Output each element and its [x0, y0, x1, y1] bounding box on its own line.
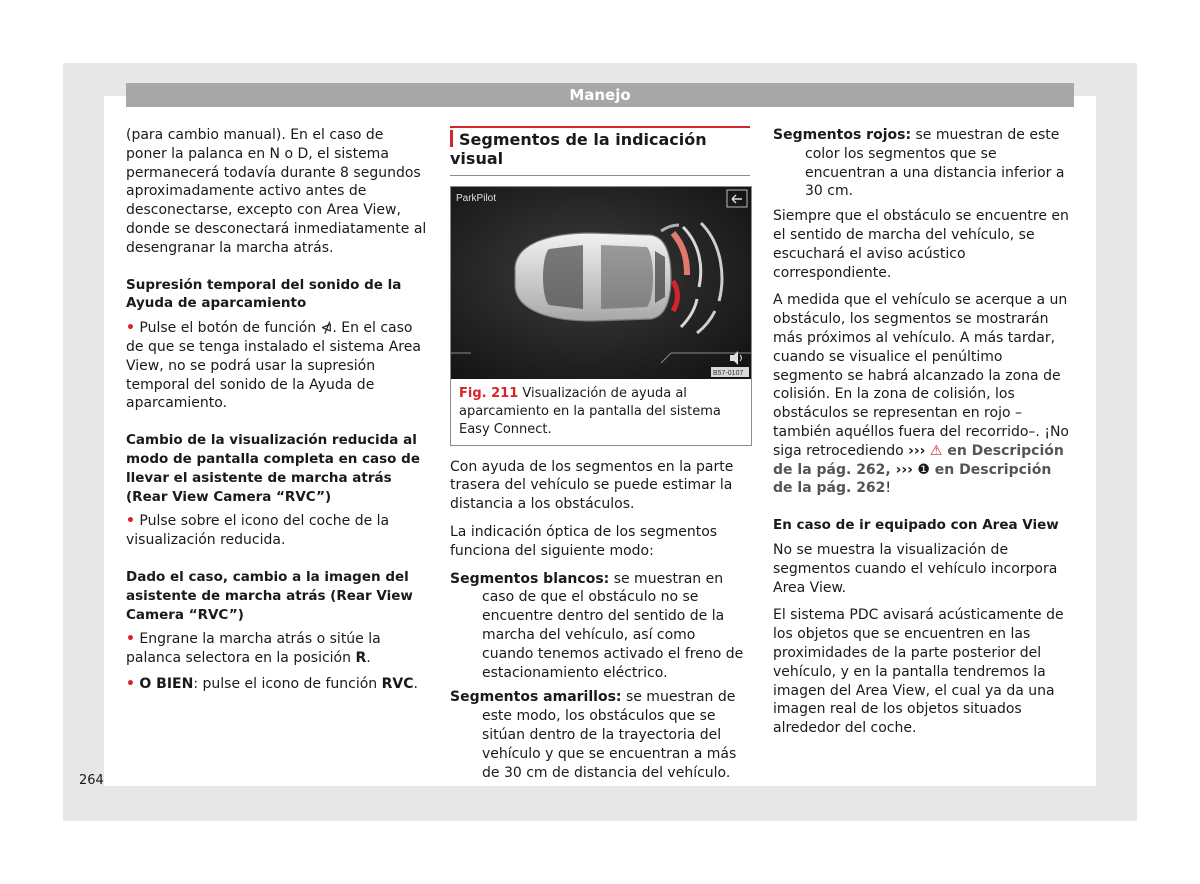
bullet-text-end: .: [366, 650, 371, 667]
parkpilot-screen-image: [451, 187, 751, 379]
page-number: 264: [79, 773, 104, 788]
paragraph-acoustic-warning: Siempre que el obstáculo se encuentre en el sentido de marcha del vehículo, se escuchará el aviso acústico correspondiente.: [773, 208, 1069, 281]
column-3: [773, 126, 1073, 747]
term-white: Segmentos blancos:: [450, 570, 610, 587]
paragraph-area-view-no-segments: No se muestra la visualización de segmentos cuando el vehículo incorpora Area View.: [773, 541, 1058, 596]
car-icon[interactable]: [515, 233, 671, 321]
reference-arrow: ›››: [895, 461, 913, 478]
paragraph-text: A medida que el vehículo se acerque a un obstáculo, los segmentos se mostrarán más próximos al vehículo. A más tardar, cuando se visualice el penúltimo segmento se habrá alcanzado la zona de colisión. En la zona de colisión, los obstáculos se representan en rojo –también aquéllos fuera del recorrido–. ¡No siga retrocediendo: [773, 292, 1069, 459]
section-title-segments: [450, 126, 750, 176]
figure-number: Fig. 211: [459, 385, 519, 401]
definition-text: se muestran de este color los segmentos que se encuentran a una distancia inferior a 30 cm.: [805, 127, 1065, 200]
bullet-text-end: .: [413, 675, 418, 692]
bullet-rvc-icon: [126, 675, 428, 694]
bullet-dot-icon: •: [126, 320, 135, 337]
bullet-text: : pulse el icono de función: [193, 675, 382, 692]
bullet-text: Pulse el botón de función ⋪. En el caso de que se tenga instalado el sistema Area View, no se podrá usar la supresión temporal del sonido de la Ayuda de aparcamiento.: [126, 320, 421, 412]
definition-text: se muestran de este modo, los obstáculos que se sitúan dentro de la trayectoria del vehículo y que se encuentran a más de 30 cm de distancia del vehículo.: [482, 689, 737, 781]
bullet-text: Pulse sobre el icono del coche de la visualización reducida.: [126, 513, 390, 549]
bullet-dot-icon: •: [126, 631, 135, 648]
intro-paragraph: (para cambio manual). En el caso de poner la palanca en N o D, el sistema permanecerá todavía durante 8 segundos aproximadamente activo antes de desconectarse, excepto con Area View, donde se desconectará inmediatamente al desengranar la marcha atrás.: [126, 127, 427, 256]
gear-r-label: R: [355, 650, 367, 667]
warning-triangle-icon: ⚠: [929, 442, 943, 459]
bullet-text: Engrane la marcha atrás o sitúe la palanca selectora en la posición: [126, 631, 381, 667]
or-label: O BIEN: [139, 675, 194, 692]
definition-yellow-segments: [450, 688, 750, 782]
definition-white-segments: [450, 570, 750, 683]
figure-caption-text: Visualización de ayuda al aparcamiento en la pantalla del sistema Easy Connect.: [459, 385, 721, 437]
term-red: Segmentos rojos:: [773, 127, 912, 143]
section-heading-fullscreen: Cambio de la visualización reducida al modo de pantalla completa en caso de llevar el asistente de marcha atrás (Rear View Camera “RVC”): [126, 432, 420, 505]
chapter-header: Manejo: [126, 83, 1074, 107]
bullet-reverse-gear: [126, 630, 428, 668]
paragraph-pdc-area-view: El sistema PDC avisará acústicamente de los objetos que se encuentren en las proximidades de la parte posterior del vehículo, y en la pantalla tendremos la imagen del Area View, el cual ya da una imagen real de los objetos situados alrededor del coche.: [773, 607, 1064, 737]
section-heading-area-view: En caso de ir equipado con Area View: [773, 517, 1059, 534]
section-heading-rvc: Dado el caso, cambio a la imagen del asistente de marcha atrás (Rear View Camera “RVC”): [126, 568, 413, 623]
section-heading-mute: Supresión temporal del sonido de la Ayuda de aparcamiento: [126, 276, 402, 312]
bullet-mute: [126, 319, 428, 413]
screen-title: ParkPilot: [456, 192, 497, 204]
bullet-fullscreen: [126, 512, 428, 550]
section-title-text: Segmentos de la indicación visual: [450, 130, 707, 168]
reference-arrow: ›››: [908, 442, 926, 459]
section-accent-bar: [450, 130, 453, 147]
figure-caption: [451, 379, 751, 445]
term-yellow: Segmentos amarillos:: [450, 689, 622, 706]
paragraph-segments-estimate: Con ayuda de los segmentos en la parte trasera del vehículo se puede estimar la distancia a los obstáculos.: [450, 458, 734, 513]
reference-link-warning[interactable]: en Descripción de la pág. 262,: [773, 442, 1064, 478]
figure-211: [450, 186, 752, 446]
reference-link-info[interactable]: en Descripción de la pág. 262: [773, 461, 1052, 497]
paragraph-end: !: [885, 480, 892, 497]
definition-text: se muestran en caso de que el obstáculo no se encuentre dentro del sentido de la marcha del vehículo, así como cuando tenemos activado el freno de estacionamiento eléctrico.: [482, 570, 744, 681]
column-1: [126, 126, 428, 701]
bullet-dot-icon: •: [126, 675, 135, 692]
definition-red-segments: [773, 126, 1073, 201]
info-circle-icon: ❶: [917, 461, 930, 478]
bullet-dot-icon: •: [126, 513, 135, 530]
rvc-label: RVC: [381, 675, 414, 692]
paragraph-collision-zone: [773, 291, 1073, 498]
column-2: [450, 126, 750, 788]
image-code: B57-0107: [713, 369, 744, 377]
paragraph-segments-mode: La indicación óptica de los segmentos funciona del siguiente modo:: [450, 523, 718, 559]
